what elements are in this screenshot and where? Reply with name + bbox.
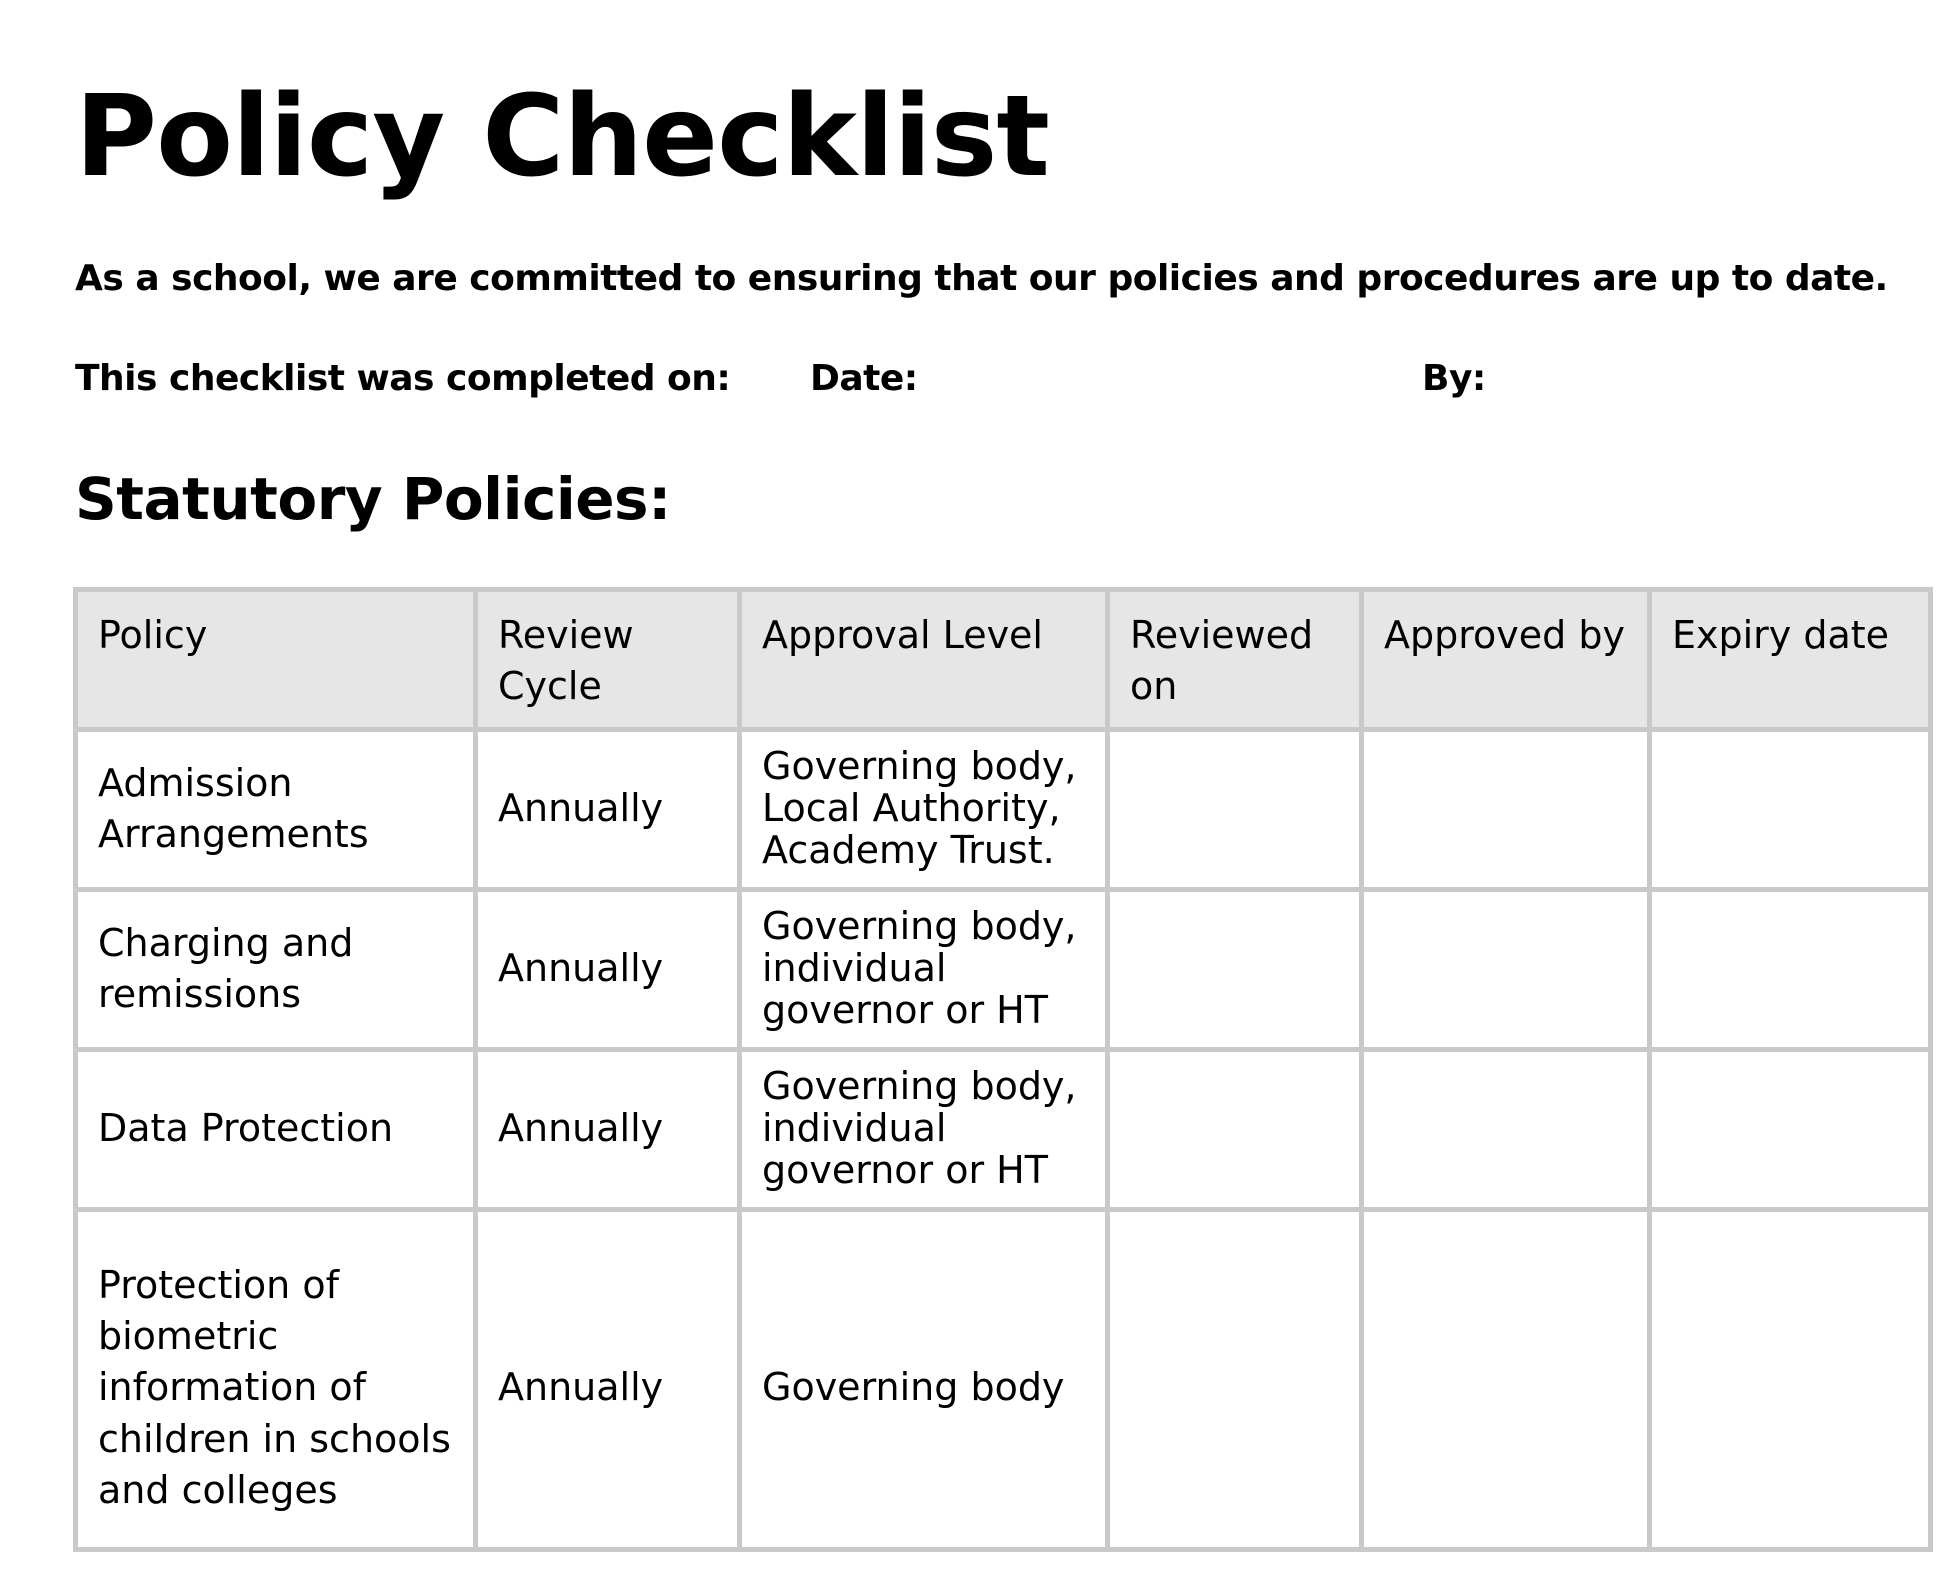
table-header-row <box>76 590 1931 730</box>
policy-cell: Charging and remissions <box>76 889 476 1049</box>
approval-level-cell: Governing body, individual governor or HT <box>740 889 1108 1049</box>
header-review-cycle: Review Cycle <box>476 590 740 730</box>
approval-level-cell: Governing body, Local Authority, Academy Trust. <box>740 729 1108 889</box>
expiry-date-cell[interactable] <box>1650 1049 1931 1209</box>
review-cycle-cell: Annually <box>476 889 740 1049</box>
reviewed-on-cell[interactable] <box>1108 1049 1362 1209</box>
expiry-date-cell[interactable] <box>1650 1209 1931 1549</box>
review-cycle-cell: Annually <box>476 1049 740 1209</box>
expiry-date-cell[interactable] <box>1650 729 1931 889</box>
intro-statement: As a school, we are committed to ensuring that our policies and procedures are up to date. <box>75 258 1888 299</box>
policy-cell: Protection of biometric information of children in schools and colleges <box>76 1209 476 1549</box>
expiry-date-cell[interactable] <box>1650 889 1931 1049</box>
header-expiry-date: Expiry date <box>1650 590 1931 730</box>
section-heading: Statutory Policies: <box>75 465 671 533</box>
header-policy: Policy <box>76 590 476 730</box>
policy-table <box>73 587 1933 1552</box>
reviewed-on-cell[interactable] <box>1108 889 1362 1049</box>
approved-by-cell[interactable] <box>1362 889 1650 1049</box>
reviewed-on-cell[interactable] <box>1108 1209 1362 1549</box>
policy-cell: Data Protection <box>76 1049 476 1209</box>
table-row <box>76 729 1931 889</box>
approved-by-cell[interactable] <box>1362 1209 1650 1549</box>
approved-by-cell[interactable] <box>1362 729 1650 889</box>
review-cycle-cell: Annually <box>476 1209 740 1549</box>
approved-by-cell[interactable] <box>1362 1049 1650 1209</box>
table-row <box>76 1049 1931 1209</box>
reviewed-on-cell[interactable] <box>1108 729 1362 889</box>
table-row <box>76 889 1931 1049</box>
header-approval-level: Approval Level <box>740 590 1108 730</box>
completed-on-label: This checklist was completed on: <box>75 358 731 399</box>
page-title: Policy Checklist <box>75 72 1049 202</box>
completion-row <box>75 358 1875 408</box>
approval-level-cell: Governing body <box>740 1209 1108 1549</box>
date-label: Date: <box>810 358 918 399</box>
header-approved-by: Approved by <box>1362 590 1650 730</box>
by-label: By: <box>1422 358 1486 399</box>
policy-cell: Admission Arrangements <box>76 729 476 889</box>
review-cycle-cell: Annually <box>476 729 740 889</box>
approval-level-cell: Governing body, individual governor or HT <box>740 1049 1108 1209</box>
header-reviewed-on: Reviewed on <box>1108 590 1362 730</box>
table-row <box>76 1209 1931 1549</box>
